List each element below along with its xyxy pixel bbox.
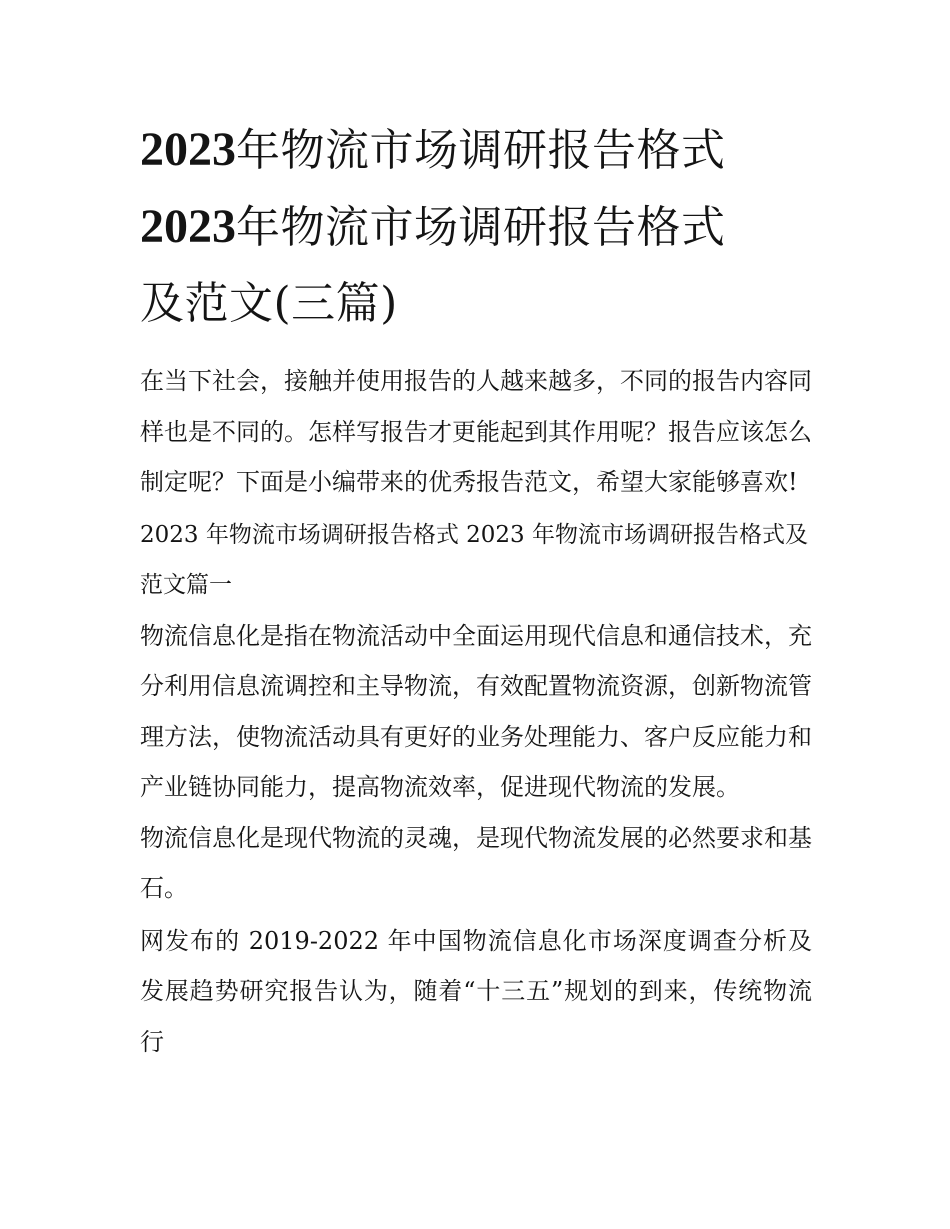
title-text: 及范文(三篇)	[140, 278, 398, 329]
section-heading: 2023 年物流市场调研报告格式 2023 年物流市场调研报告格式及范文篇一	[140, 521, 808, 598]
title-text: 年物流市场调研报告格式	[236, 125, 726, 176]
title-year: 2023	[140, 200, 236, 253]
title-text: 年物流市场调研报告格式	[236, 202, 726, 253]
body-paragraph: 物流信息化是指在物流活动中全面运用现代信息和通信技术，充分利用信息流调控和主导物流，有效配置物流资源，创新物流管理方法，使物流活动具有更好的业务处理能力、客户反应能力和产业链协同能力，提高物流效率，促进现代物流的发展。	[140, 621, 812, 801]
body-paragraph: 网发布的 2019-2022 年中国物流信息化市场深度调查分析及发展趋势研究报告认为，随着“十三五”规划的到来，传统物流行	[140, 926, 812, 1056]
body-paragraph: 物流信息化是现代物流的灵魂，是现代物流发展的必然要求和基石。	[140, 823, 812, 902]
document-page	[140, 112, 812, 1067]
title-year: 2023	[140, 123, 236, 176]
document-title	[140, 112, 812, 342]
intro-paragraph: 在当下社会，接触并使用报告的人越来越多，不同的报告内容同样也是不同的。怎样写报告才更能起到其作用呢？报告应该怎么制定呢？下面是小编带来的优秀报告范文，希望大家能够喜欢!	[140, 367, 812, 496]
